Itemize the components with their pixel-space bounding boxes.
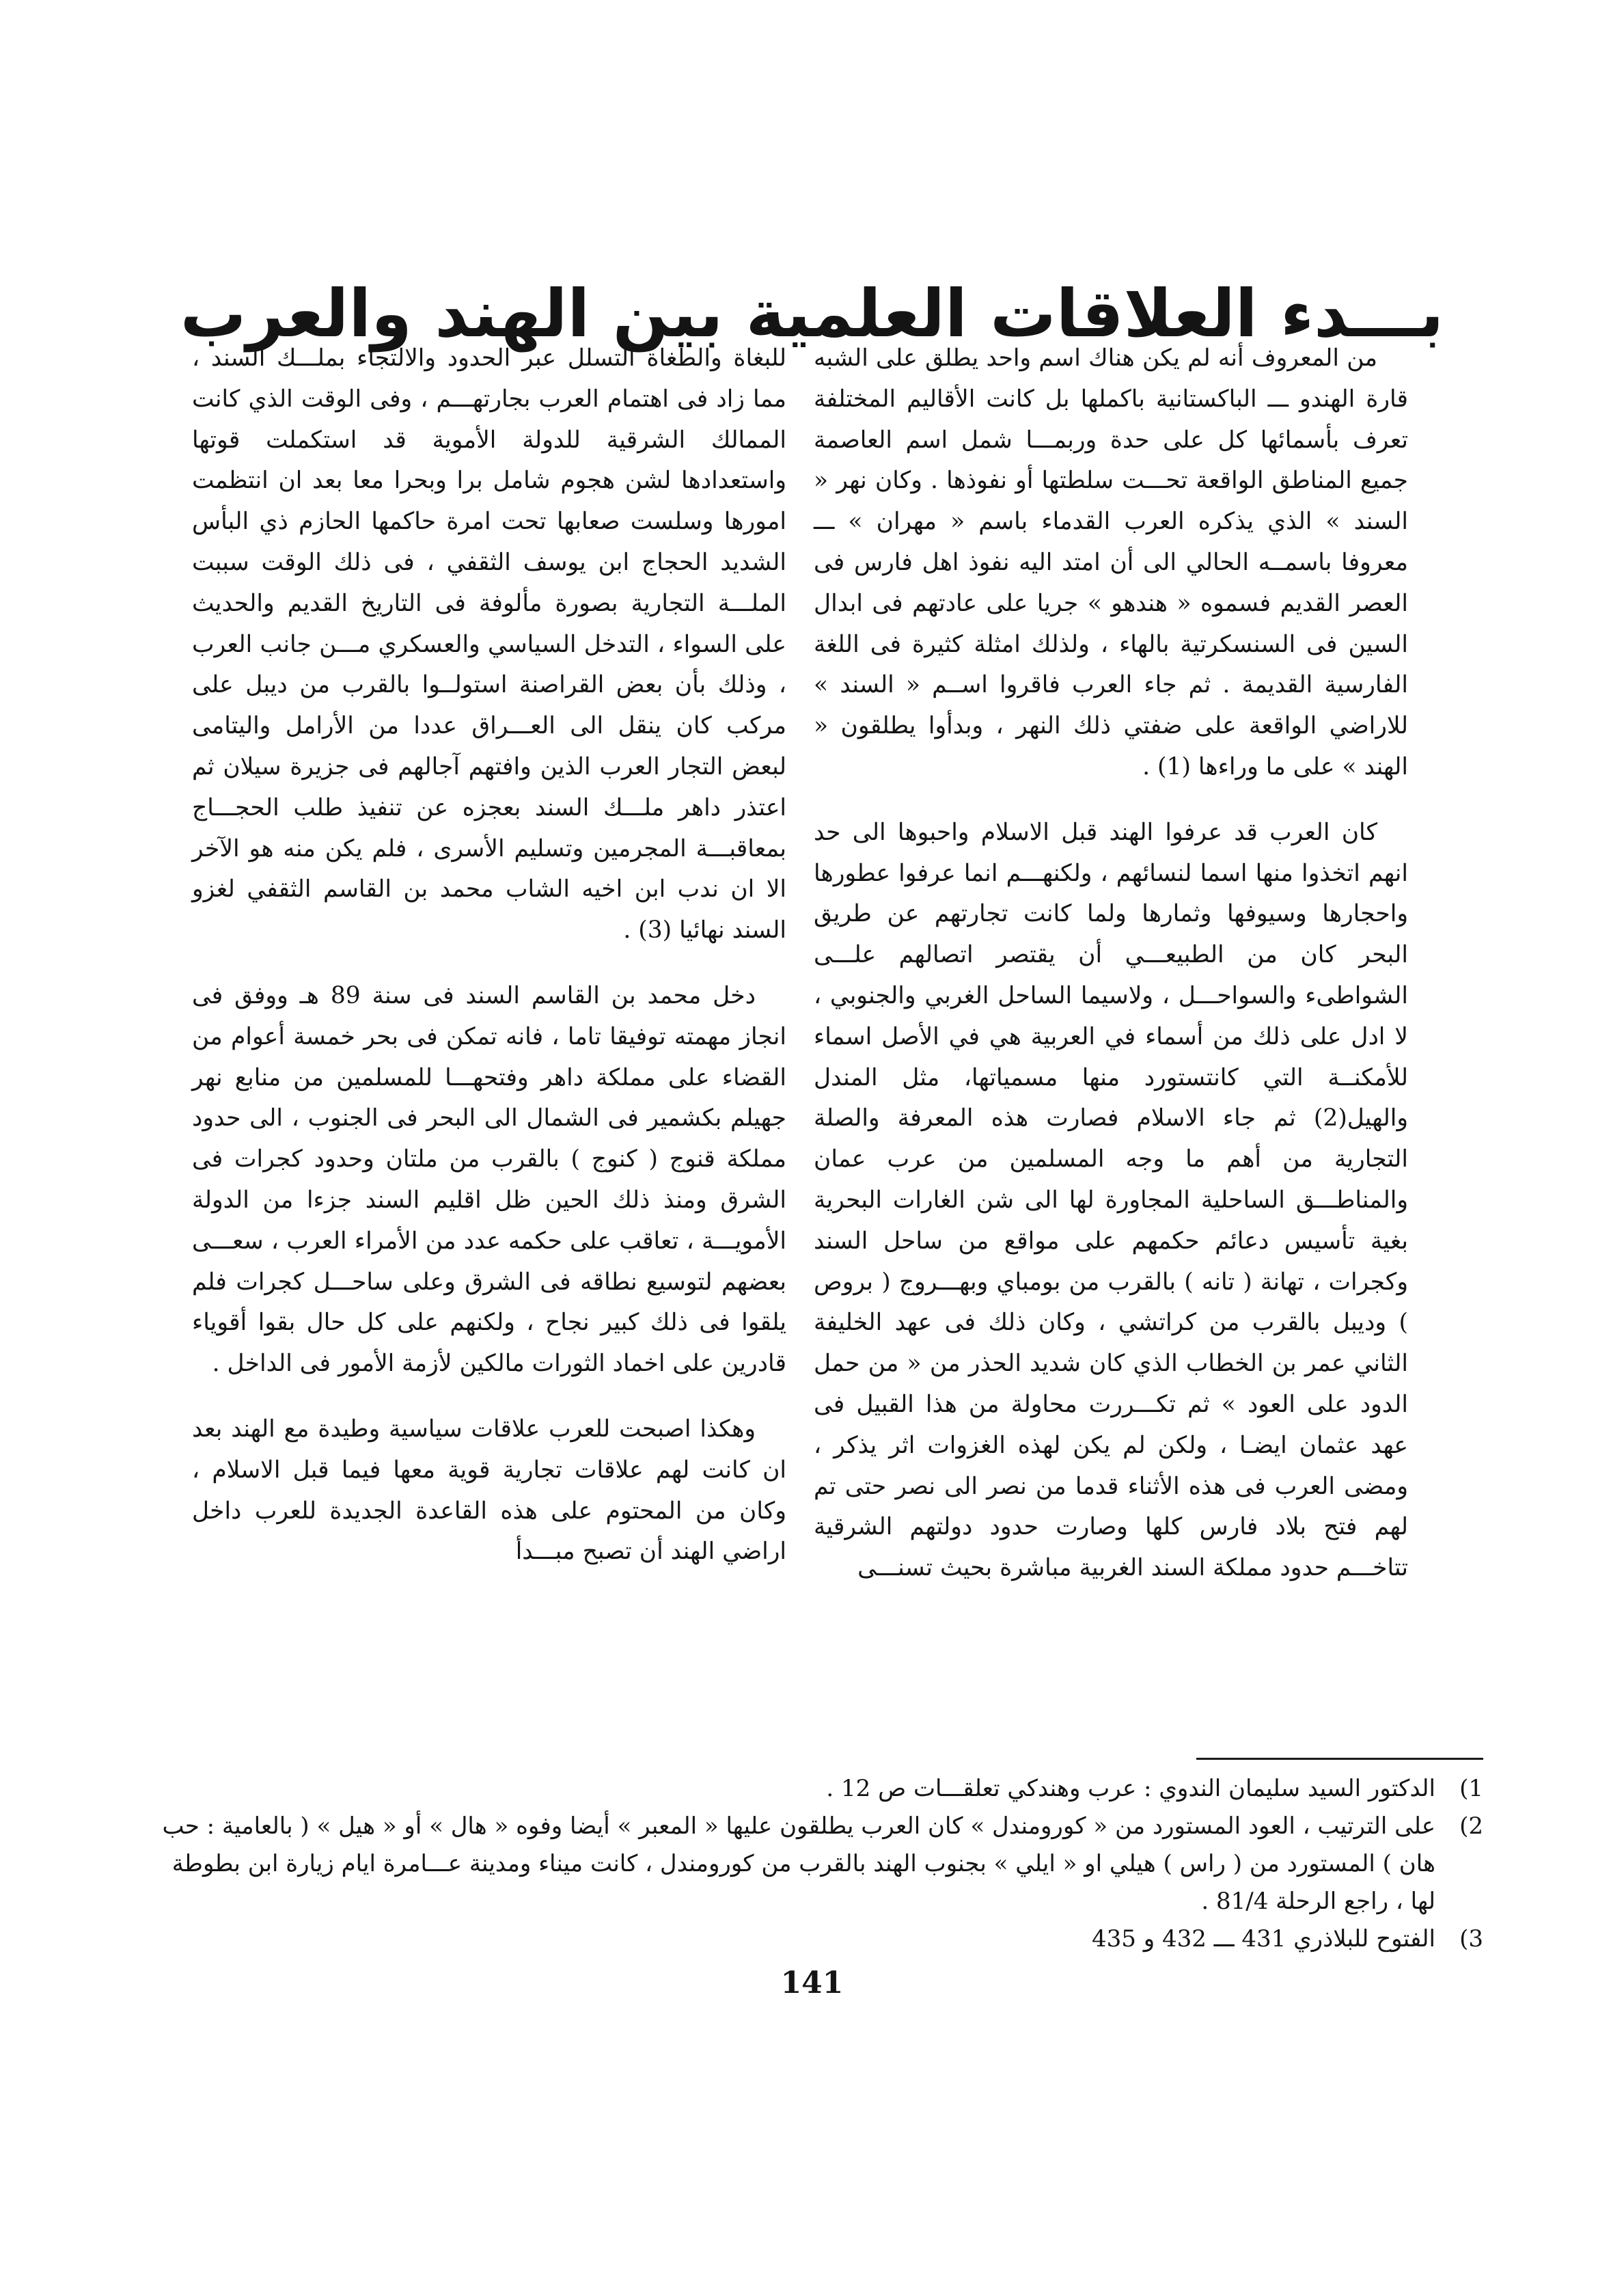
footnote-divider bbox=[1196, 1758, 1483, 1760]
paragraph: كان العرب قد عرفوا الهند قبل الاسلام واحبوها الى حد انهم اتخذوا منها اسما لنسائهم ، ولكنهـــم انما عرفوا عطورها واحجارها وسيوفها وثمارها ولما كانت تجارتهم عن طريق البحر كان من الطبيعـــي أن يقتصر اتصالهم علـــى الشواطىء والسواحـــل ، ولاسيما الساحل الغربي والجنوبي ، لا ادل على ذلك من أسماء في العربية هي في الأصل اسماء للأمكنــة التي كانتستورد منها مسمياتها، مثل المندل والهيل(2) ثم جاء الاسلام فصارت هذه المعرفة والصلة التجارية من أهم ما وجه المسلمين من عرب عمان والمناطـــق الساحلية المجاورة لها الى شن الغارات البحرية بغية تأسيس دعائم حكمهم على مواقع من ساحل السند وكجرات ، تهانة ( تانه ) بالقرب من بومباي وبهـــروج ( بروص ) وديبل بالقرب من كراتشي ، وكان ذلك فى عهد الخليفة الثاني عمر بن الخطاب الذي كان شديد الحذر من « من حمل الدود على العود » ثم تكـــررت محاولة من هذا القبيل فى عهد عثمان ايضـا ، ولكن لم يكن لهذه الغزوات اثر يذكر ، ومضى العرب فى هذه الأثناء قدما من نصر الى نصر حتى تم لهم فتح بلاد فارس كلها وصارت حدود دولتهم الشرقية تتاخـــم حدود مملكة السند الغربية مباشرة بحيث تسنـــى bbox=[814, 818, 1408, 1582]
paragraph: دخل محمد بن القاسم السند فى سنة 89 هـ ووفق فى انجاز مهمته توفيقا تاما ، فانه تمكن فى بحر خمسة أعوام من القضاء على مملكة داهر وفتحهـــا للمسلمين من منابع نهر جهيلم بكشمير فى الشمال الى البحر فى الجنوب ، الى حدود مملكة قنوج ( كنوج ) بالقرب من ملتان وحدود كجرات فى الشرق ومنذ ذلك الحين ظل اقليم السند جزءا من الدولة الأمويـــة ، تعاقب على حكمه عدد من الأمراء العرب ، سعـــى بعضهم لتوسيع نطاقه فى الشرق وعلى ساحـــل كجرات فلم يلقوا فى ذلك كبير نجاح ، ولكنهم على كل حال بقوا أقوياء قادرين على اخماد الثورات مالكين لأزمة الأمور فى الداخل . bbox=[192, 981, 786, 1378]
footnote-text: الدكتور السيد سليمان الندوي : عرب وهندكي تعلقـــات ص 12 . bbox=[826, 1775, 1435, 1802]
left-text-column bbox=[192, 338, 786, 1597]
footnote-number: 3) bbox=[1459, 1925, 1483, 1953]
paragraph: وهكذا اصبحت للعرب علاقات سياسية وطيدة مع الهند بعد ان كانت لهم علاقات تجارية قوية معها فيما قبل الاسلام ، وكان من المحتوم على هذه القاعدة الجديدة للعرب داخل اراضي الهند أن تصبح مبـــدأ bbox=[192, 1415, 786, 1566]
footnote-text: الفتوح للبلاذري 431 ـــ 432 و 435 bbox=[1092, 1925, 1435, 1953]
paragraph: للبغاة والطغاة التسلل عبر الحدود والالتجاء بملـــك السند ، مما زاد فى اهتمام العرب بجارتهـــم ، وفى الوقت الذي كانت الممالك الشرقية للدولة الأموية قد استكملت قوتها واستعدادها لشن هجوم شامل برا وبحرا معا بعد ان انتظمت امورها وسلست صعابها تحت امرة حاكمها الحازم ذي البأس الشديد الحجاج ابن يوسف الثقفي ، فى ذلك الوقت سببت الملـــة التجارية بصورة مألوفة فى التاريخ القديم والحديث على السواء ، التدخل السياسي والعسكري مـــن جانب العرب ، وذلك بأن بعض القراصنة استولــوا بالقرب من ديبل على مركب كان ينقل الى العـــراق عددا من الأرامل واليتامى لبعض التجار العرب الذين وافتهم آجالهم فى جزيرة سيلان ثم اعتذر داهر ملـــك السند بعجزه عن تنفيذ طلب الحجـــاج بمعاقبـــة المجرمين وتسليم الأسرى ، فلم يكن منه هو الآخر الا ان ندب ابن اخيه الشاب محمد بن القاسم الثقفي لغزو السند نهائيا (3) . bbox=[192, 344, 786, 944]
right-text-column bbox=[814, 338, 1408, 1614]
footnotes bbox=[151, 1770, 1483, 1958]
footnote-text: على الترتيب ، العود المستورد من « كورومندل » كان العرب يطلقون عليها « المعبر » أيضا وفوه « هال » أو « هيل » ( بالعامية : حب هان ) المستورد من ( راس ) هيلي او « ايلي » بجنوب الهند بالقرب من كورومندل ، كانت ميناء ومدينة عـــامرة ايام زيارة ابن بطوطة لها ، راجع الرحلة 81/4 . bbox=[162, 1812, 1435, 1915]
footnote-number: 2) bbox=[1459, 1812, 1483, 1840]
article-title: بـــدء العلاقات العلمية بين الهند والعرب bbox=[180, 275, 1444, 353]
footnote bbox=[151, 1920, 1483, 1958]
page-number: 141 bbox=[780, 1966, 844, 2000]
paragraph: من المعروف أنه لم يكن هناك اسم واحد يطلق على الشبه قارة الهندو ـــ الباكستانية باكملها بل كانت الأقاليم المختلفة تعرف بأسمائها كل على حدة وربمـــا شمل اسم العاصمة جميع المناطق الواقعة تحـــت سلطتها أو نفوذها . وكان نهر « السند » الذي يذكره العرب القدماء باسم « مهران » ـــ معروفا باسمــه الحالي الى أن امتد اليه نفوذ اهل فارس فى العصر القديم فسموه « هندهو » جريا على عادتهم فى ابدال السين فى السنسكرتية بالهاء ، ولذلك امثلة كثيرة فى اللغة الفارسية القديمة . ثم جاء العرب فاقروا اســم « السند » للاراضي الواقعة على ضفتي ذلك النهر ، وبدأوا يطلقون « الهند » على ما وراءها (1) . bbox=[814, 344, 1408, 780]
footnote-number: 1) bbox=[1459, 1775, 1483, 1802]
footnote bbox=[151, 1808, 1483, 1920]
footnote bbox=[151, 1770, 1483, 1808]
